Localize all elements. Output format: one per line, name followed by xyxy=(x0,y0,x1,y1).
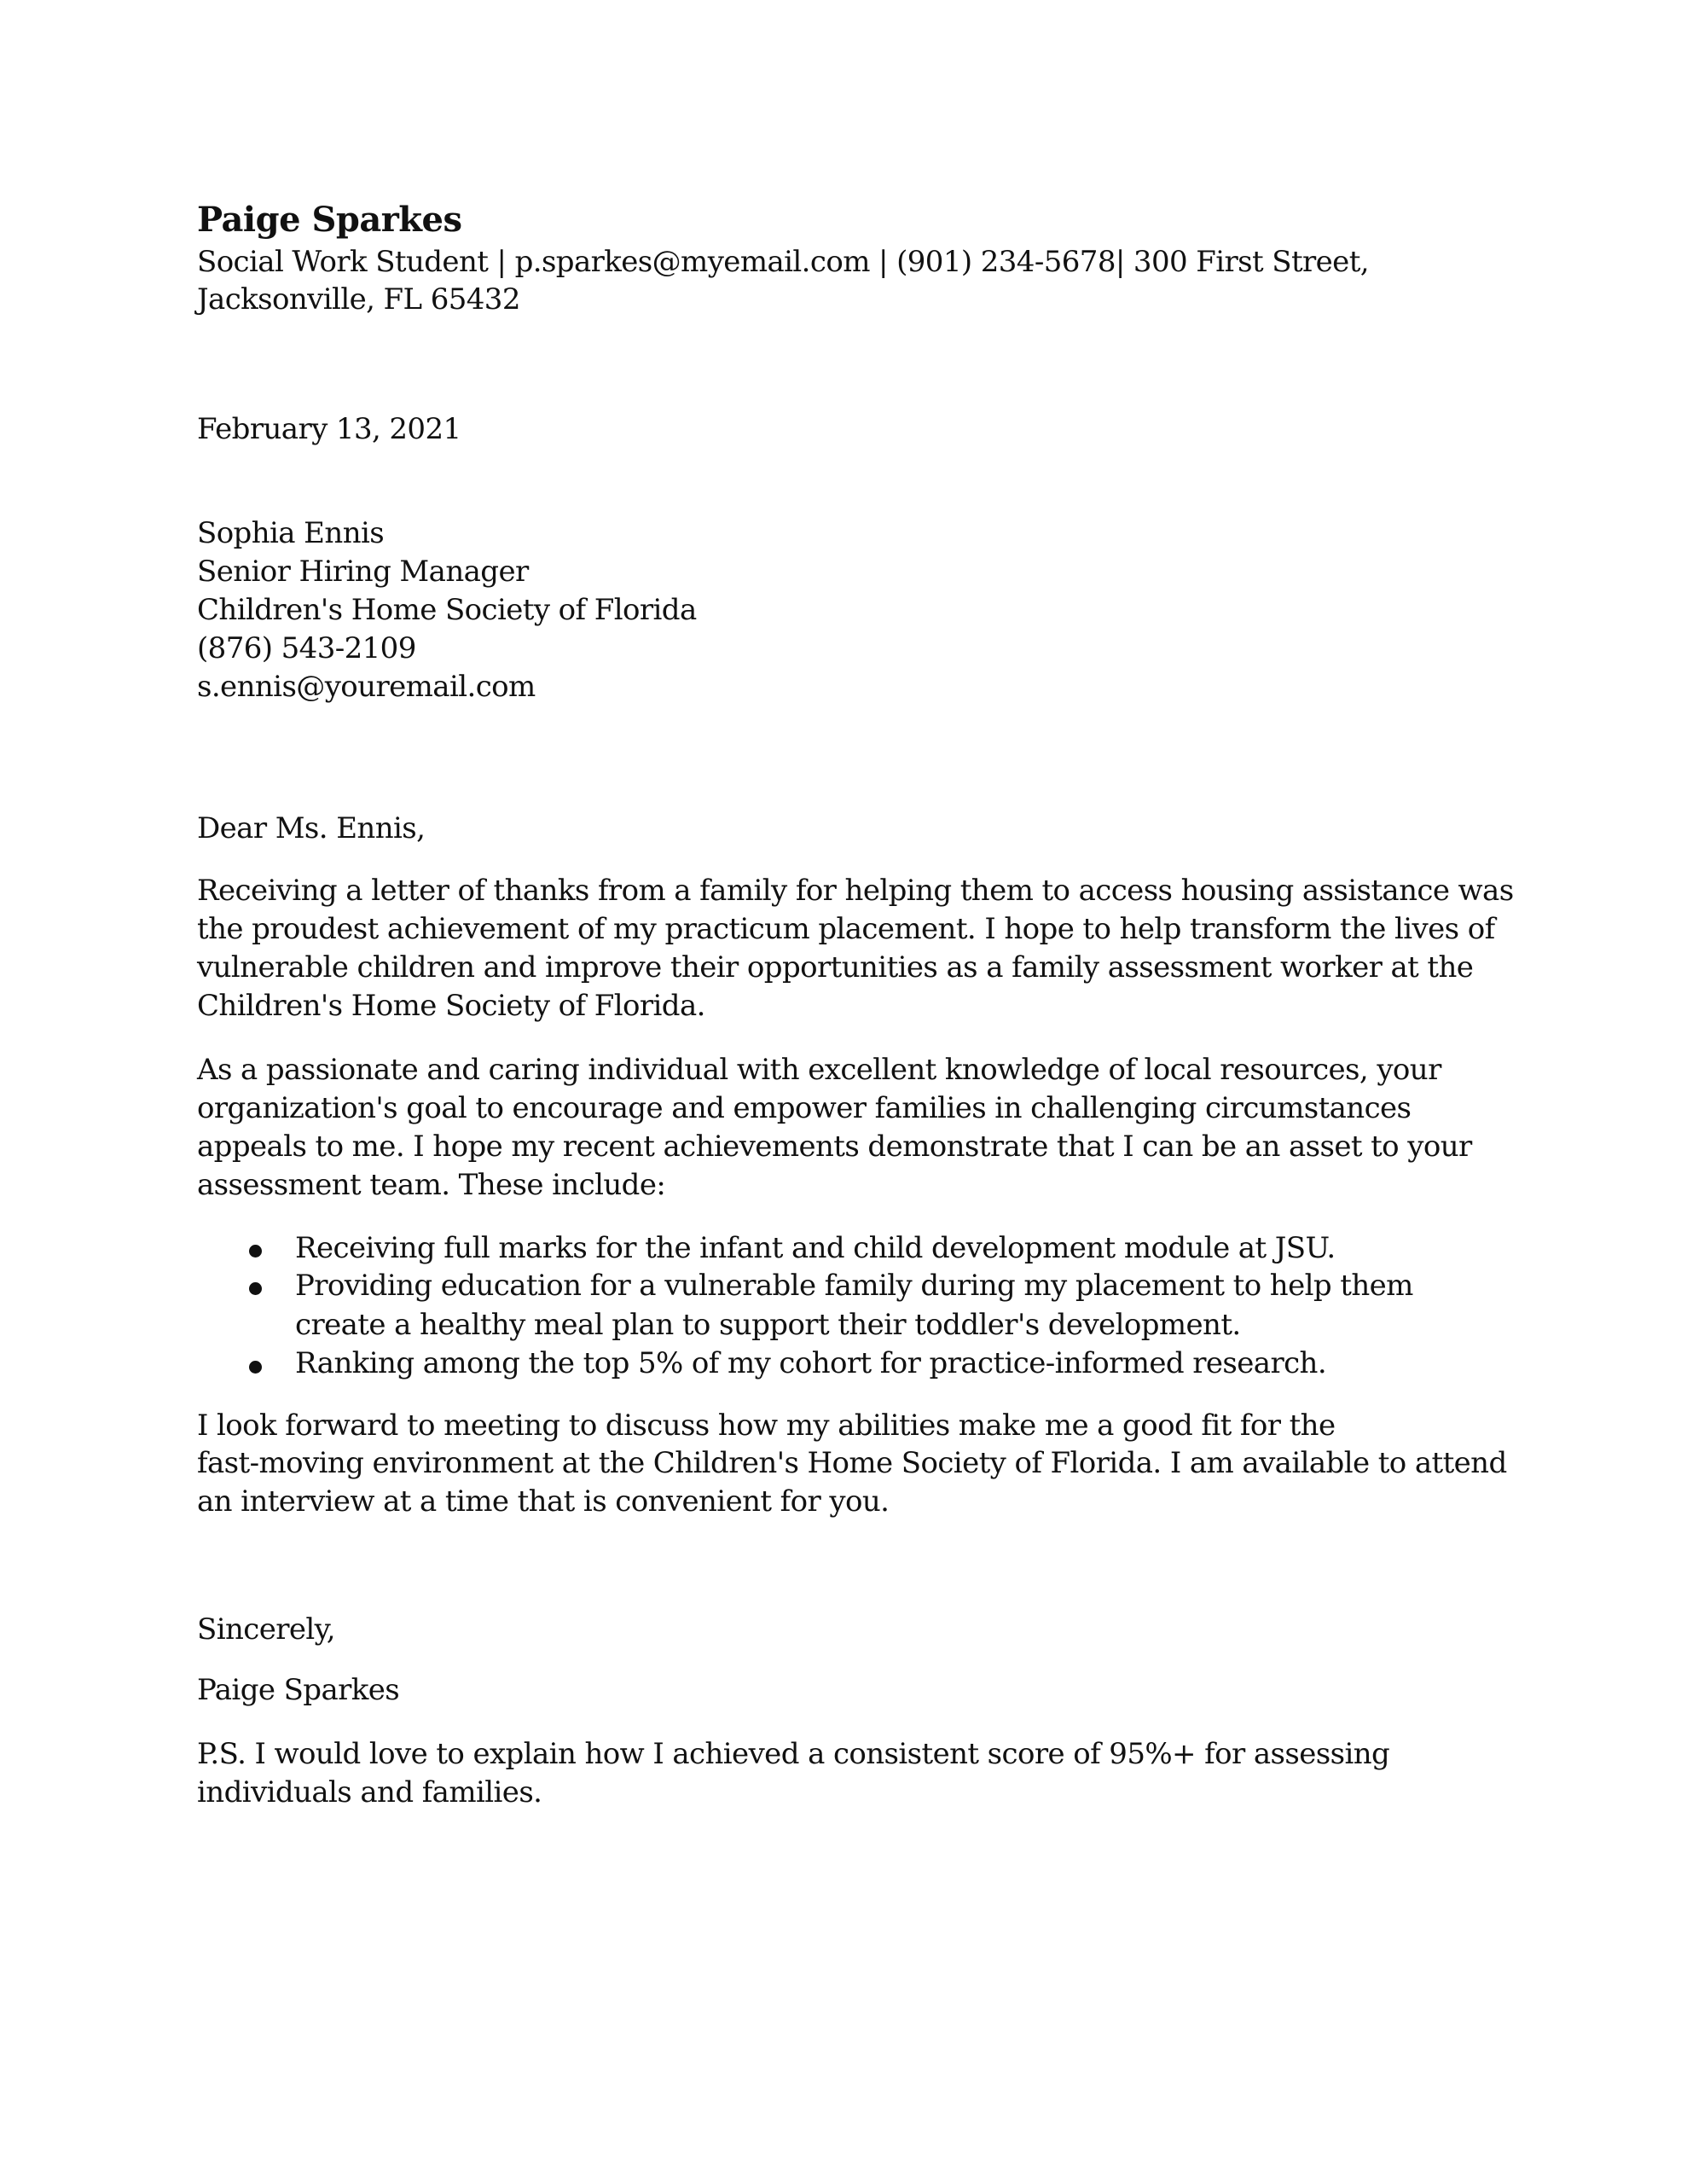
signoff: Sincerely, xyxy=(197,1612,335,1647)
paragraph-line: fast-moving environment at the Children's Home Society of Florida. I am available to attend xyxy=(197,1446,1507,1480)
paragraph-line: appeals to me. I hope my recent achievements demonstrate that I can be an asset to your xyxy=(197,1130,1472,1164)
list-item-text: create a healthy meal plan to support their toddler's development. xyxy=(295,1308,1241,1342)
list-item-text: Providing education for a vulnerable family during my placement to help them xyxy=(295,1269,1413,1303)
paragraph-line: Receiving a letter of thanks from a family for helping them to access housing assistance was xyxy=(197,874,1514,908)
paragraph-line: the proudest achievement of my practicum placement. I hope to help transform the lives of xyxy=(197,912,1495,946)
recipient-name: Sophia Ennis xyxy=(197,516,385,550)
signature: Paige Sparkes xyxy=(197,1673,400,1707)
recipient-email: s.ennis@youremail.com xyxy=(197,670,536,704)
paragraph-line: Children's Home Society of Florida. xyxy=(197,989,705,1023)
letter-date: February 13, 2021 xyxy=(197,412,461,446)
paragraph-line: organization's goal to encourage and empower families in challenging circumstances xyxy=(197,1091,1412,1125)
salutation: Dear Ms. Ennis, xyxy=(197,811,426,845)
list-item-text: Ranking among the top 5% of my cohort for practice-informed research. xyxy=(295,1346,1327,1380)
paragraph-line: I look forward to meeting to discuss how my abilities make me a good fit for the xyxy=(197,1409,1336,1443)
paragraph-line: an interview at a time that is convenient for you. xyxy=(197,1484,890,1519)
recipient-organization: Children's Home Society of Florida xyxy=(197,593,697,627)
recipient-phone: (876) 543-2109 xyxy=(197,631,416,665)
bullet-icon xyxy=(249,1282,262,1295)
recipient-title: Senior Hiring Manager xyxy=(197,555,529,589)
sender-contact-line-2: Jacksonville, FL 65432 xyxy=(197,282,520,317)
postscript-line: P.S. I would love to explain how I achieved a consistent score of 95%+ for assessing xyxy=(197,1737,1390,1771)
bullet-icon xyxy=(249,1245,262,1258)
paragraph-line: vulnerable children and improve their opportunities as a family assessment worker at the xyxy=(197,950,1474,985)
paragraph-line: As a passionate and caring individual with excellent knowledge of local resources, your xyxy=(197,1053,1441,1087)
bullet-icon xyxy=(249,1361,262,1374)
sender-contact-line-1: Social Work Student | p.sparkes@myemail.com | (901) 234-5678| 300 First Street, xyxy=(197,245,1369,279)
sender-name: Paige Sparkes xyxy=(197,200,462,240)
paragraph-line: assessment team. These include: xyxy=(197,1168,666,1202)
postscript-line: individuals and families. xyxy=(197,1775,542,1809)
list-item-text: Receiving full marks for the infant and child development module at JSU. xyxy=(295,1231,1336,1265)
